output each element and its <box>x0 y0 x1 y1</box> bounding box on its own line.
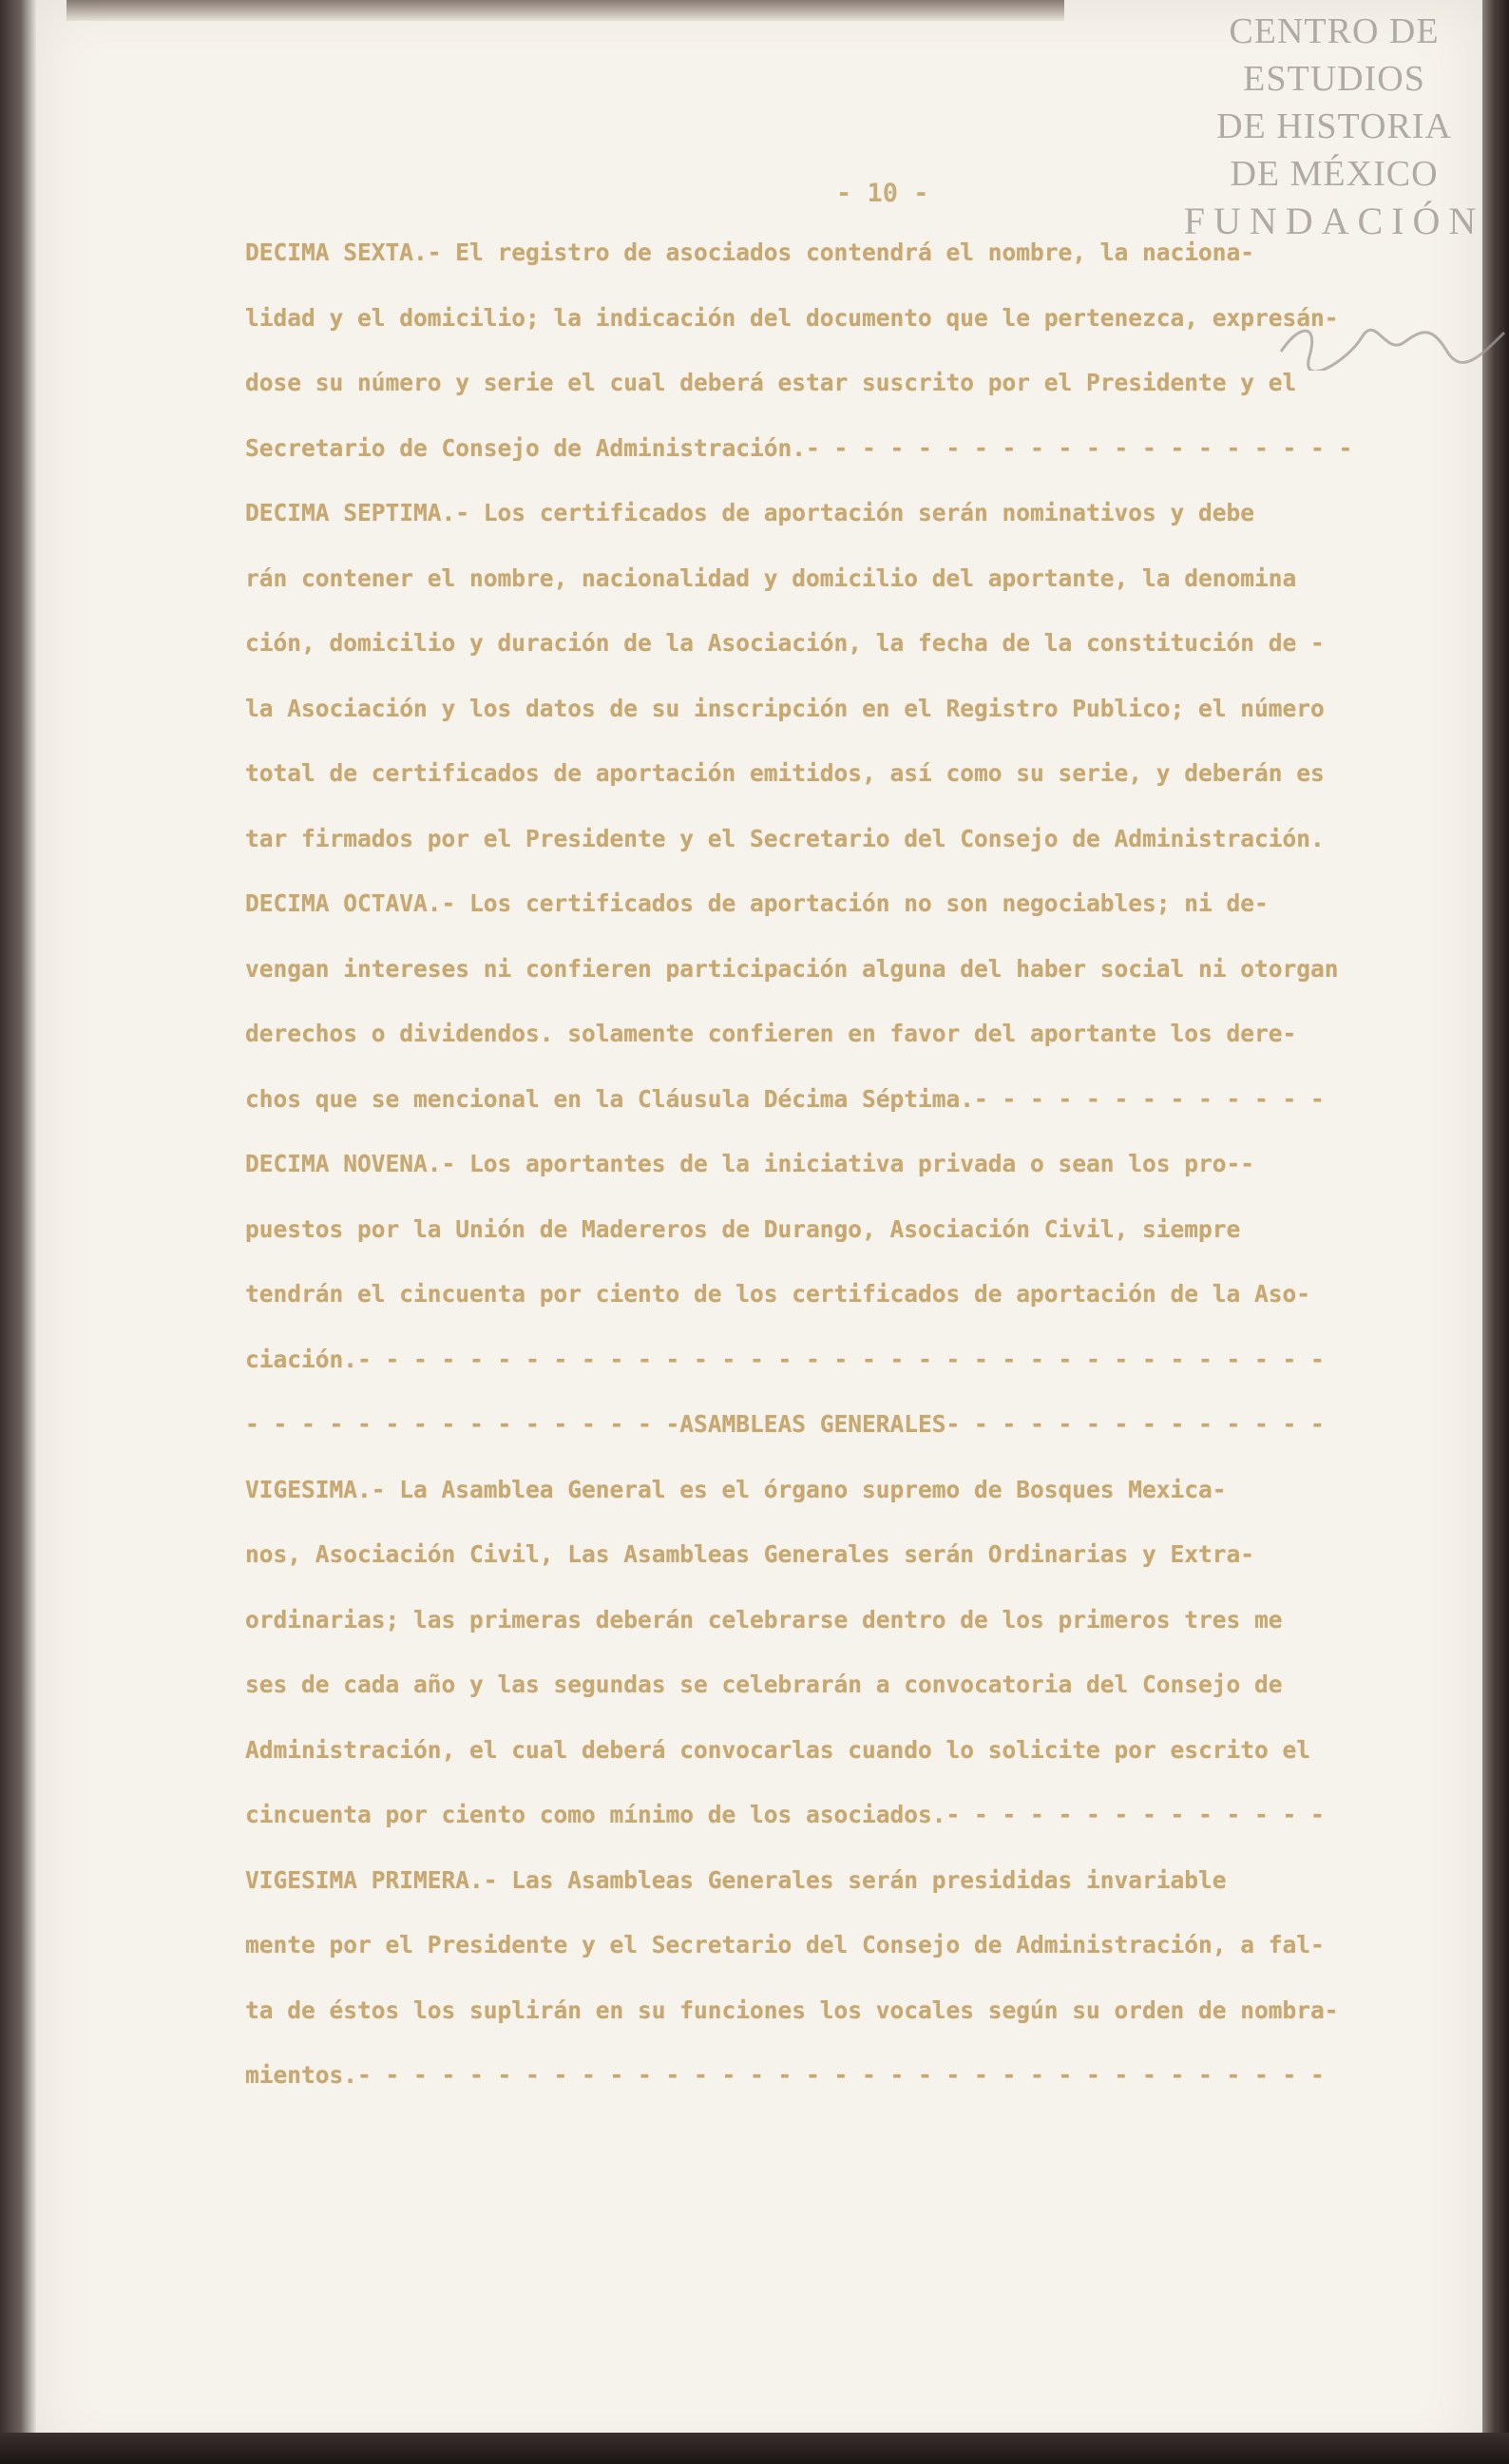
text-line: DECIMA SEPTIMA.- Los certificados de aportación serán nominativos y debe <box>245 499 1255 526</box>
text-line: DECIMA OCTAVA.- Los certificados de aportación no son negociables; ni de- <box>245 889 1269 917</box>
text-line: Administración, el cual deberá convocarlas cuando lo solicite por escrito el <box>245 1735 1311 1764</box>
text-line: chos que se mencional en la Cláusula Décima Séptima.- - - - - - - - - - - - - <box>245 1084 1325 1113</box>
scan-bottom-band <box>0 2433 1509 2464</box>
text-line: nos, Asociación Civil, Las Asambleas Generales serán Ordinarias y Extra- <box>245 1540 1255 1568</box>
stamp-line: DE MÉXICO <box>1230 154 1439 194</box>
text-line: puestos por la Unión de Madereros de Durango, Asociación Civil, siempre <box>245 1214 1241 1243</box>
text-line: DECIMA SEXTA.- El registro de asociados contendrá el nombre, la naciona- <box>245 239 1255 266</box>
text-line: ta de éstos los suplirán en su funciones los vocales según su orden de nombra- <box>245 1996 1339 2024</box>
stamp-line: DE HISTORIA <box>1216 106 1452 146</box>
page-top-edge <box>67 0 1064 21</box>
section-heading: - - - - - - - - - - - - - - - -ASAMBLEAS GENERALES- - - - - - - - - - - - - - <box>245 1410 1325 1438</box>
text-line: VIGESIMA PRIMERA.- Las Asambleas Generales serán presididas invariable <box>245 1865 1227 1894</box>
text-line: DECIMA NOVENA.- Los aportantes de la iniciativa privada o sean los pro-- <box>245 1150 1255 1177</box>
archive-stamp <box>1182 8 1486 245</box>
text-line: rán contener el nombre, nacionalidad y domicilio del aportante, la denomina <box>245 563 1297 592</box>
text-line: ción, domicilio y duración de la Asociación, la fecha de la constitución de - <box>245 629 1325 657</box>
text-line: vengan intereses ni confieren participación alguna del haber social ni otorgan <box>245 954 1339 983</box>
text-line: ses de cada año y las segundas se celebrarán a convocatoria del Consejo de <box>245 1671 1283 1698</box>
text-line: derechos o dividendos. solamente confieren en favor del aportante los dere- <box>245 1020 1297 1047</box>
stamp-line: CENTRO DE <box>1229 11 1440 51</box>
text-line: total de certificados de aportación emitidos, así como su serie, y deberán es <box>245 759 1325 787</box>
text-line: Secretario de Consejo de Administración.- - - - - - - - - - - - - - - - - - - - <box>245 433 1353 462</box>
text-line: dose su número y serie el cual deberá estar suscrito por el Presidente y el <box>245 369 1297 396</box>
text-line: VIGESIMA.- La Asamblea General es el órgano supremo de Bosques Mexica- <box>245 1475 1227 1503</box>
stamp-line: ESTUDIOS <box>1243 59 1425 99</box>
page-number: - 10 - <box>836 179 929 208</box>
text-line: lidad y el domicilio; la indicación del documento que le pertenezca, expresán- <box>245 303 1339 332</box>
text-line: cincuenta por ciento como mínimo de los asociados.- - - - - - - - - - - - - - <box>245 1801 1325 1828</box>
text-line: mente por el Presidente y el Secretario del Consejo de Administración, a fal- <box>245 1931 1325 1958</box>
text-line: la Asociación y los datos de su inscripción en el Registro Publico; el número <box>245 694 1325 722</box>
text-line: tar firmados por el Presidente y el Secretario del Consejo de Administración. <box>245 824 1325 852</box>
stamp-line: FUNDACIÓN <box>1183 200 1485 242</box>
text-line: ordinarias; las primeras deberán celebrarse dentro de los primeros tres me <box>245 1605 1283 1633</box>
text-line: tendrán el cincuenta por ciento de los certificados de aportación de la Aso- <box>245 1280 1311 1308</box>
text-line: mientos.- - - - - - - - - - - - - - - - - - - - - - - - - - - - - - - - - - - <box>245 2061 1325 2089</box>
document-body <box>245 220 1414 2109</box>
text-line: ciación.- - - - - - - - - - - - - - - - - - - - - - - - - - - - - - - - - - - <box>245 1345 1325 1373</box>
